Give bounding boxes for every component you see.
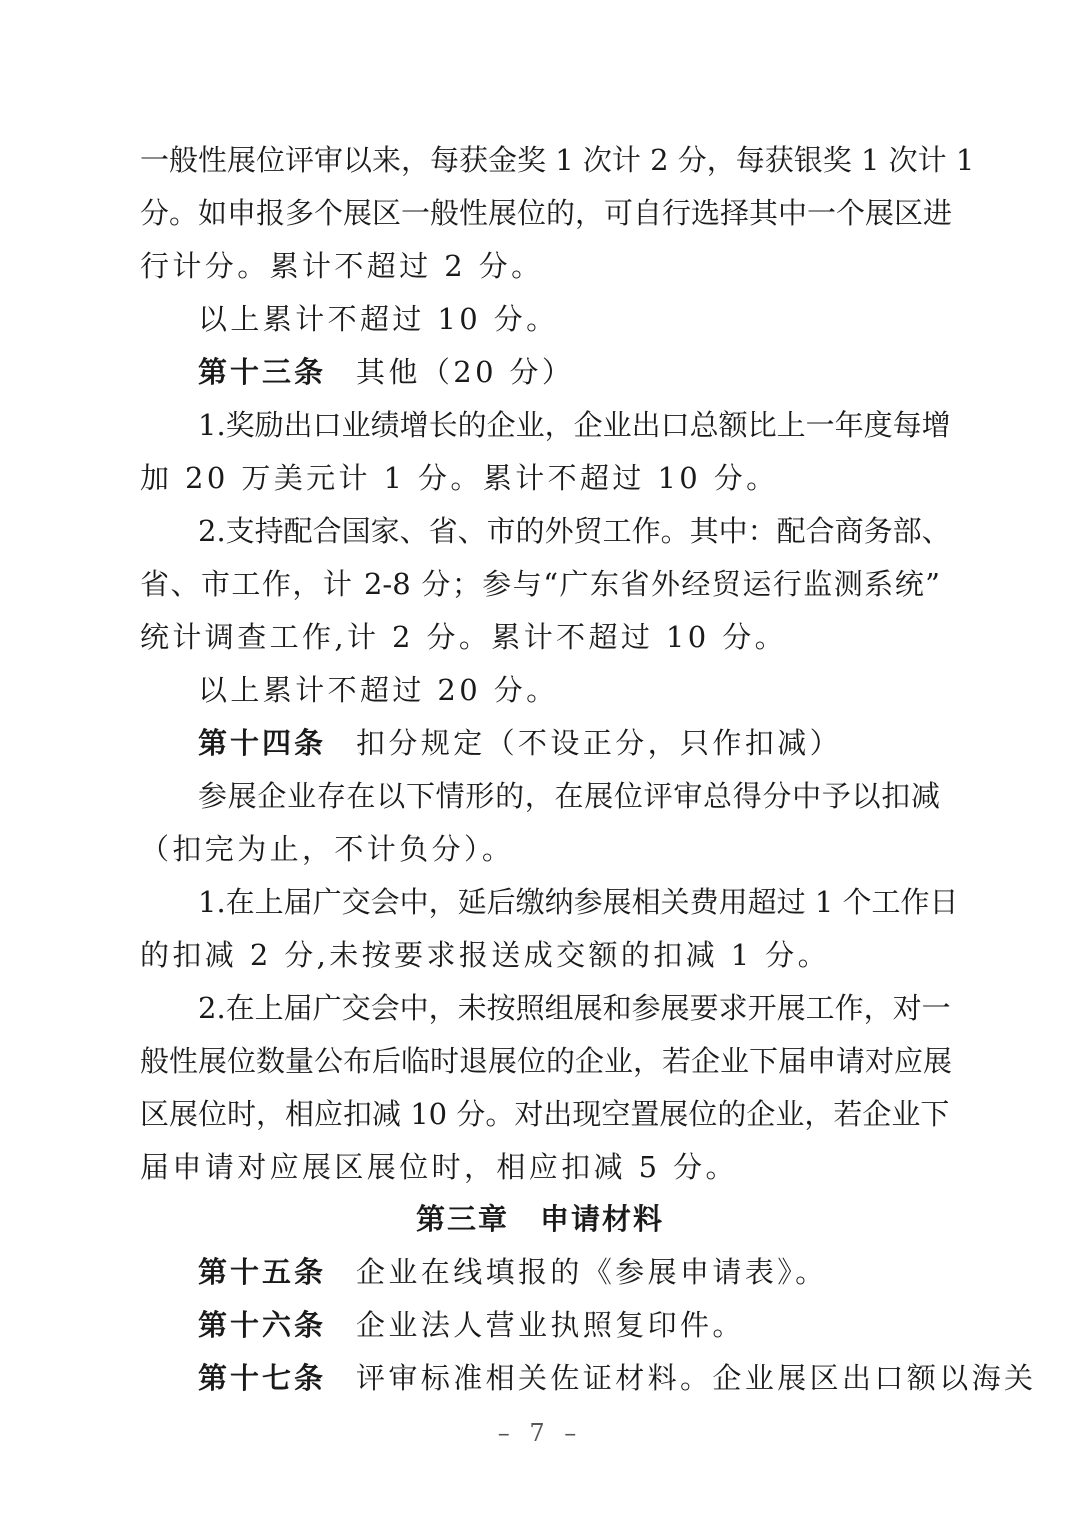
article-label: 第十七条	[198, 1361, 327, 1395]
paragraph-line: 加 20 万美元计 1 分。累计不超过 10 分。	[140, 461, 779, 495]
article-17	[198, 1358, 1036, 1398]
paragraph-line: 以上累计不超过 10 分。	[198, 302, 559, 336]
article-label: 第十四条	[198, 726, 327, 760]
article-16	[198, 1305, 745, 1345]
paragraph-line: 般性展位数量公布后临时退展位的企业，若企业下届申请对应展	[140, 1044, 953, 1078]
article-text: 企业法人营业执照复印件。	[356, 1308, 745, 1342]
paragraph-line: 届申请对应展区展位时，相应扣减 5 分。	[140, 1150, 738, 1184]
paragraph-line: 区展位时，相应扣减 10 分。对出现空置展位的企业，若企业下	[140, 1097, 950, 1131]
paragraph-line: （扣完为止，不计负分）。	[140, 832, 515, 866]
article-text: 评审标准相关佐证材料。企业展区出口额以海关	[356, 1361, 1037, 1395]
paragraph-line: 行计分。累计不超过 2 分。	[140, 249, 544, 283]
article-label: 第十三条	[198, 355, 327, 389]
article-text: 企业在线填报的《参展申请表》。	[356, 1255, 828, 1289]
paragraph-line: 2.在上届广交会中，未按照组展和参展要求开展工作，对一	[198, 991, 951, 1025]
paragraph-line: 2.支持配合国家、省、市的外贸工作。其中：配合商务部、	[198, 514, 951, 548]
paragraph-line: 1.在上届广交会中，延后缴纳参展相关费用超过 1 个工作日	[198, 885, 959, 919]
paragraph-line: 1.奖励出口业绩增长的企业，企业出口总额比上一年度每增	[198, 408, 951, 442]
article-label: 第十六条	[198, 1308, 327, 1342]
paragraph-line: 分。如申报多个展区一般性展位的，可自行选择其中一个展区进	[140, 196, 953, 230]
article-15	[198, 1252, 828, 1292]
paragraph-line: 统计调查工作,计 2 分。累计不超过 10 分。	[140, 620, 788, 654]
article-label: 第十五条	[198, 1255, 327, 1289]
paragraph-line: 省、市工作，计 2-8 分；参与“广东省外经贸运行监测系统”	[140, 567, 940, 601]
paragraph-line: 的扣减 2 分,未按要求报送成交额的扣减 1 分。	[140, 938, 830, 972]
chapter-heading: 第三章 申请材料	[415, 1202, 664, 1236]
paragraph-line: 一般性展位评审以来，每获金奖 1 次计 2 分，每获银奖 1 次计 1	[140, 143, 975, 177]
article-title: 其他（20 分）	[356, 355, 575, 389]
article-title: 扣分规定（不设正分，只作扣减）	[356, 726, 843, 760]
paragraph-line: 参展企业存在以下情形的，在展位评审总得分中予以扣减	[198, 779, 940, 813]
paragraph-line: 以上累计不超过 20 分。	[198, 673, 559, 707]
page-number: – 7 –	[497, 1419, 583, 1447]
article-14	[198, 723, 842, 763]
article-13	[198, 352, 574, 392]
